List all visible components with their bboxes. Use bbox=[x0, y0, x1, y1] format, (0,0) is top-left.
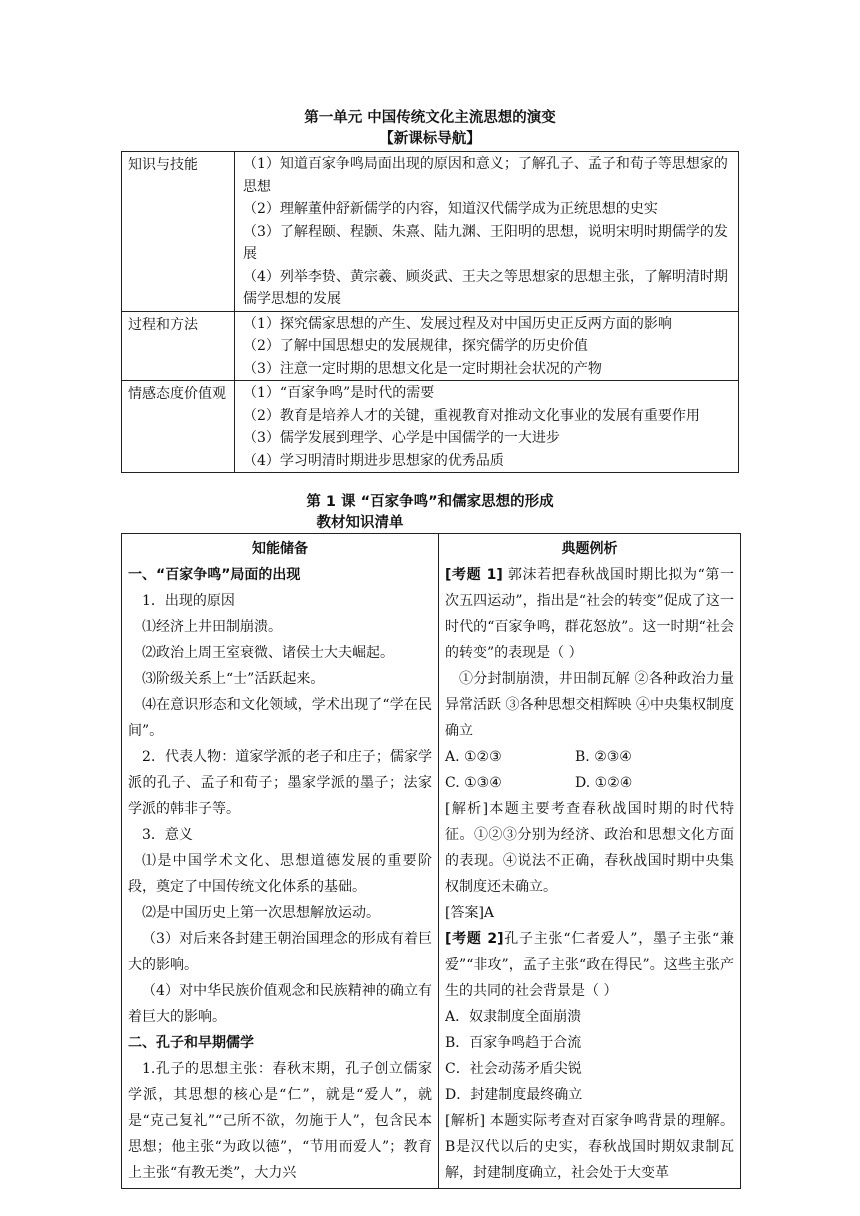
knowledge-column bbox=[122, 534, 439, 1189]
paragraph: ⑴是中国学术文化、思想道德发展的重要阶段，奠定了中国传统文化体系的基础。 bbox=[128, 853, 432, 895]
paragraph: ⑵政治上周王室衰微、诸侯士大夫崛起。 bbox=[142, 645, 394, 661]
standards-label: 知识与技能 bbox=[122, 152, 235, 312]
paragraph: （3）对后来各封建王朝治国理念的形成有着巨大的影响。 bbox=[128, 931, 432, 973]
question-label: [考题 1] bbox=[445, 567, 503, 583]
section-heading: 一、“百家争鸣”局面的出现 bbox=[128, 567, 301, 583]
paragraph: （4）对中华民族价值观念和民族精神的确立有着巨大的影响。 bbox=[128, 983, 432, 1025]
section-heading: 二、孔子和早期儒学 bbox=[128, 1035, 254, 1051]
question-statements: ①分封制崩溃，井田制瓦解 ②各种政治力量异常活跃 ③各种思想交相辉映 ④中央集权制度确立 bbox=[445, 671, 734, 739]
question-1 bbox=[445, 562, 734, 666]
option: A．奴隶制度全面崩溃 bbox=[445, 1009, 582, 1025]
standards-item: （4）列举李贽、黄宗羲、顾炎武、王夫之等思想家的思想主张，了解明清时期儒学思想的发展 bbox=[243, 268, 728, 307]
analysis: [解析] 本题实际考查对百家争鸣背景的理解。B是汉代以后的史实，春秋战国时期奴隶制瓦解，封建制度确立，社会处于大变革 bbox=[445, 1113, 734, 1181]
knowledge-row bbox=[122, 534, 741, 1189]
lesson-title: 第 1 课 “百家争鸣”和儒家思想的形成 bbox=[306, 494, 554, 510]
standards-item: （1）知道百家争鸣局面出现的原因和意义；了解孔子、孟子和荀子等思想家的思想 bbox=[243, 156, 728, 195]
standards-items bbox=[235, 311, 739, 381]
standards-item: （1）探究儒家思想的产生、发展过程及对中国历史正反两方面的影响 bbox=[243, 315, 672, 332]
option: D．封建制度最终确立 bbox=[445, 1087, 583, 1103]
option: D. ①②④ bbox=[575, 775, 633, 791]
options-row bbox=[445, 744, 734, 770]
standards-table bbox=[121, 151, 739, 473]
paragraph: ⑷在意识形态和文化领域，学术出现了“学在民间”。 bbox=[128, 697, 432, 739]
standards-item: （1）“百家争鸣”是时代的需要 bbox=[243, 385, 435, 401]
column-heading: 典题例析 bbox=[561, 541, 618, 557]
answer: [答案]A bbox=[445, 905, 495, 921]
paragraph: 3．意义 bbox=[142, 827, 193, 843]
option: B．百家争鸣趋于合流 bbox=[445, 1035, 582, 1051]
standards-item: （3）了解程颐、程颢、朱熹、陆九渊、王阳明的思想，说明宋明时期儒学的发展 bbox=[243, 223, 728, 262]
examples-column bbox=[439, 534, 741, 1189]
question-text: 郭沫若把春秋战国时期比拟为“第一次五四运动”，指出是“社会的转变”促成了这一时代的“百家争鸣，群花怒放”。这一时期“社会的转变”的表现是（ ） bbox=[445, 567, 734, 661]
standards-items bbox=[235, 381, 739, 473]
standards-items bbox=[235, 152, 739, 312]
question-2 bbox=[445, 926, 734, 1004]
paragraph: ⑶阶级关系上“士”活跃起来。 bbox=[142, 671, 325, 687]
standards-row bbox=[122, 381, 739, 473]
paragraph: 2．代表人物：道家学派的老子和庄子；儒家学派的孔子、孟子和荀子；墨家学派的墨子；法家学派的韩非子等。 bbox=[128, 749, 432, 817]
option: B. ②③④ bbox=[575, 749, 632, 765]
question-text: 孔子主张“仁者爱人”，墨子主张“兼爱”“非攻”，孟子主张“政在得民”。这些主张产生的共同的社会背景是（ ） bbox=[445, 931, 734, 999]
question-label: [考题 2] bbox=[445, 931, 504, 947]
standards-row bbox=[122, 152, 739, 312]
standards-label: 过程和方法 bbox=[122, 311, 235, 381]
options-row bbox=[445, 770, 734, 796]
standards-item: （2）了解中国思想史的发展规律，探究儒学的历史价值 bbox=[243, 338, 588, 354]
standards-item: （3）注意一定时期的思想文化是一定时期社会状况的产物 bbox=[243, 360, 602, 377]
standards-item: （2）教育是培养人才的关键，重视教育对推动文化事业的发展有重要作用 bbox=[243, 407, 700, 424]
standards-item: （3）儒学发展到理学、心学是中国儒学的一大进步 bbox=[243, 430, 560, 446]
paragraph: ⑵是中国历史上第一次思想解放运动。 bbox=[142, 905, 380, 921]
paragraph: ⑴经济上井田制崩溃。 bbox=[142, 619, 282, 635]
standards-item: （4）学习明清时期进步思想家的优秀品质 bbox=[243, 452, 504, 469]
knowledge-table bbox=[121, 533, 741, 1189]
option: C．社会动荡矛盾尖锐 bbox=[445, 1061, 582, 1077]
unit-title: 第一单元 中国传统文化主流思想的演变 bbox=[304, 110, 556, 126]
paragraph: 1．出现的原因 bbox=[142, 593, 235, 609]
analysis: [解析]本题主要考查春秋战国时期的时代特征。①②③分别为经济、政治和思想文化方面的表现。④说法不正确，春秋战国时期中央集权制度还未确立。 bbox=[445, 801, 734, 895]
nav-title: 【新课标导航】 bbox=[379, 131, 481, 147]
list-title: 教材知识清单 bbox=[316, 515, 404, 531]
paragraph: 1.孔子的思想主张：春秋末期，孔子创立儒家学派，其思想的核心是“仁”，就是“爱人”，就是“克己复礼”“己所不欲，勿施于人”，包含民本思想；他主张“为政以德”，“节用而爱人”；教育上主张“有教无类”，大力兴 bbox=[128, 1061, 432, 1181]
column-heading: 知能储备 bbox=[252, 541, 308, 557]
standards-label: 情感态度价值观 bbox=[122, 381, 235, 473]
standards-item: （2）理解董仲舒新儒学的内容，知道汉代儒学成为正统思想的史实 bbox=[243, 201, 658, 217]
option: A. ①②③ bbox=[445, 749, 502, 765]
option: C. ①③④ bbox=[445, 775, 502, 791]
standards-row bbox=[122, 311, 739, 381]
